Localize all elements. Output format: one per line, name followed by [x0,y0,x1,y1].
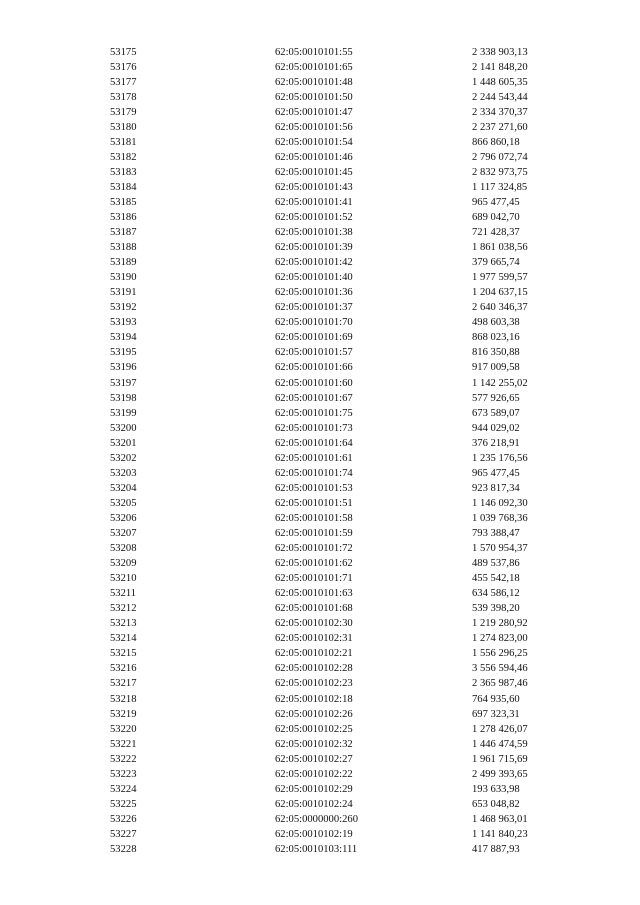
table-row [0,195,640,210]
cadastral-number: 62:05:0010101:56 [275,121,353,133]
row-number: 53191 [110,287,137,299]
cadastral-value: 1 570 954,37 [472,543,528,555]
table-row [0,812,640,827]
cadastral-number: 62:05:0010101:39 [275,242,353,254]
table-row [0,120,640,135]
row-number: 53223 [110,768,137,780]
table-row [0,315,640,330]
row-number: 53227 [110,828,137,840]
table-row [0,556,640,571]
table-row [0,661,640,676]
cadastral-value: 1 117 324,85 [472,181,528,193]
row-number: 53181 [110,136,137,148]
table-row [0,767,640,782]
cadastral-number: 62:05:0010102:31 [275,633,353,645]
cadastral-value: 1 274 823,00 [472,633,528,645]
table-row [0,496,640,511]
cadastral-value: 417 887,93 [472,843,520,855]
cadastral-number: 62:05:0010101:55 [275,46,353,58]
cadastral-value: 489 537,86 [472,558,520,570]
table-row [0,451,640,466]
table-row [0,827,640,842]
row-number: 53186 [110,212,137,224]
cadastral-number: 62:05:0010101:66 [275,362,353,374]
row-number: 53211 [110,588,137,600]
cadastral-number: 62:05:0010101:63 [275,588,353,600]
row-number: 53203 [110,467,137,479]
row-number: 53209 [110,558,137,570]
cadastral-number: 62:05:0010101:61 [275,452,353,464]
cadastral-number: 62:05:0010101:42 [275,257,353,269]
row-number: 53175 [110,46,137,58]
cadastral-number: 62:05:0010101:53 [275,482,353,494]
cadastral-value: 577 926,65 [472,392,520,404]
cadastral-value: 193 633,98 [472,783,520,795]
table-row [0,676,640,691]
row-number: 53188 [110,242,137,254]
cadastral-value: 944 029,02 [472,422,520,434]
cadastral-number: 62:05:0010101:73 [275,422,353,434]
cadastral-value: 2 499 393,65 [472,768,528,780]
row-number: 53198 [110,392,137,404]
row-number: 53199 [110,407,137,419]
cadastral-value: 673 589,07 [472,407,520,419]
cadastral-number: 62:05:0010102:30 [275,618,353,630]
table-row [0,842,640,857]
table-row [0,300,640,315]
row-number: 53176 [110,61,137,73]
row-number: 53216 [110,663,137,675]
table-row [0,45,640,60]
cadastral-number: 62:05:0010101:75 [275,407,353,419]
row-number: 53178 [110,91,137,103]
table-row [0,421,640,436]
row-number: 53225 [110,798,137,810]
cadastral-number: 62:05:0010101:51 [275,497,353,509]
table-row [0,631,640,646]
cadastral-value: 868 023,16 [472,332,520,344]
table-row [0,541,640,556]
row-number: 53183 [110,166,137,178]
cadastral-number: 62:05:0010101:50 [275,91,353,103]
cadastral-value: 3 556 594,46 [472,663,528,675]
row-number: 53179 [110,106,137,118]
cadastral-value: 653 048,82 [472,798,520,810]
cadastral-value: 1 039 768,36 [472,512,528,524]
cadastral-value: 2 334 370,37 [472,106,528,118]
cadastral-number: 62:05:0010101:37 [275,302,353,314]
cadastral-value: 923 817,34 [472,482,520,494]
cadastral-number: 62:05:0010101:46 [275,151,353,163]
cadastral-number: 62:05:0010101:70 [275,317,353,329]
cadastral-number: 62:05:0010101:47 [275,106,353,118]
cadastral-value: 2 141 848,20 [472,61,528,73]
table-row [0,616,640,631]
table-row [0,391,640,406]
row-number: 53215 [110,648,137,660]
cadastral-value: 455 542,18 [472,573,520,585]
table-row [0,210,640,225]
cadastral-value: 764 935,60 [472,693,520,705]
table-row [0,466,640,481]
table-row [0,737,640,752]
cadastral-value: 2 237 271,60 [472,121,528,133]
cadastral-value: 1 204 637,15 [472,287,528,299]
table-row [0,330,640,345]
cadastral-number: 62:05:0010102:24 [275,798,353,810]
row-number: 53185 [110,196,137,208]
table-row [0,150,640,165]
cadastral-number: 62:05:0010101:64 [275,437,353,449]
cadastral-value: 1 142 255,02 [472,377,528,389]
row-number: 53204 [110,482,137,494]
cadastral-number: 62:05:0010102:26 [275,708,353,720]
cadastral-value-table [0,45,640,858]
table-row [0,135,640,150]
cadastral-value: 1 961 715,69 [472,753,528,765]
table-row [0,586,640,601]
cadastral-value: 1 146 092,30 [472,497,528,509]
cadastral-number: 62:05:0010102:22 [275,768,353,780]
table-row [0,707,640,722]
table-row [0,722,640,737]
cadastral-value: 721 428,37 [472,227,520,239]
row-number: 53222 [110,753,137,765]
cadastral-value: 1 448 605,35 [472,76,528,88]
cadastral-value: 2 244 543,44 [472,91,528,103]
table-row [0,60,640,75]
cadastral-number: 62:05:0010101:41 [275,196,353,208]
cadastral-value: 1 219 280,92 [472,618,528,630]
cadastral-value: 697 323,31 [472,708,520,720]
cadastral-value: 539 398,20 [472,603,520,615]
cadastral-number: 62:05:0010101:52 [275,212,353,224]
row-number: 53212 [110,603,137,615]
cadastral-number: 62:05:0010102:29 [275,783,353,795]
row-number: 53220 [110,723,137,735]
row-number: 53187 [110,227,137,239]
cadastral-number: 62:05:0010101:57 [275,347,353,359]
table-row [0,90,640,105]
cadastral-number: 62:05:0010102:23 [275,678,353,690]
row-number: 53218 [110,693,137,705]
row-number: 53206 [110,512,137,524]
row-number: 53207 [110,528,137,539]
row-number: 53189 [110,257,137,269]
table-row [0,511,640,526]
cadastral-number: 62:05:0010101:45 [275,166,353,178]
row-number: 53184 [110,181,137,193]
cadastral-number: 62:05:0010101:67 [275,392,353,404]
table-row [0,601,640,616]
row-number: 53210 [110,573,137,585]
row-number: 53224 [110,783,137,795]
table-row [0,571,640,586]
cadastral-number: 62:05:0010102:28 [275,663,353,675]
row-number: 53221 [110,738,137,750]
table-row [0,255,640,270]
cadastral-number: 62:05:0010101:65 [275,61,353,73]
cadastral-value: 1 977 599,57 [472,272,528,284]
table-row [0,180,640,195]
table-row [0,105,640,120]
row-number: 53182 [110,151,137,163]
row-number: 53194 [110,332,137,344]
cadastral-value: 866 860,18 [472,136,520,148]
cadastral-value: 2 365 987,46 [472,678,528,690]
row-number: 53214 [110,633,137,645]
table-row [0,225,640,240]
row-number: 53213 [110,618,137,630]
cadastral-number: 62:05:0010101:58 [275,512,353,524]
row-number: 53197 [110,377,137,389]
cadastral-number: 62:05:0010101:72 [275,543,353,555]
cadastral-number: 62:05:0010101:74 [275,467,353,479]
table-row [0,240,640,255]
cadastral-number: 62:05:0010102:27 [275,753,353,765]
table-row [0,481,640,496]
table-row [0,436,640,451]
cadastral-value: 1 141 840,23 [472,828,528,840]
cadastral-value: 917 009,58 [472,362,520,374]
cadastral-value: 1 468 963,01 [472,813,528,825]
table-row [0,797,640,812]
cadastral-value: 965 477,45 [472,196,520,208]
cadastral-number: 62:05:0010101:69 [275,332,353,344]
cadastral-value: 379 665,74 [472,257,520,269]
cadastral-value: 498 603,38 [472,317,520,329]
cadastral-value: 376 218,91 [472,437,520,449]
row-number: 53201 [110,437,137,449]
cadastral-value: 816 350,88 [472,347,520,359]
row-number: 53190 [110,272,137,284]
cadastral-number: 62:05:0010101:62 [275,558,353,570]
cadastral-number: 62:05:0010103:111 [275,843,358,855]
cadastral-value: 2 832 973,75 [472,166,528,178]
cadastral-value: 1 556 296,25 [472,648,528,660]
table-row [0,376,640,391]
cadastral-number: 62:05:0010101:36 [275,287,353,299]
cadastral-value: 634 586,12 [472,588,520,600]
table-row [0,526,640,541]
row-number: 53219 [110,708,137,720]
cadastral-number: 62:05:0010102:25 [275,723,353,735]
table-row [0,782,640,797]
row-number: 53196 [110,362,137,374]
row-number: 53195 [110,347,137,359]
cadastral-number: 62:05:0010102:21 [275,648,353,660]
table-row [0,692,640,707]
cadastral-value: 1 446 474,59 [472,738,528,750]
cadastral-number: 62:05:0010102:18 [275,693,353,705]
cadastral-number: 62:05:0010101:59 [275,528,353,539]
cadastral-number: 62:05:0010102:32 [275,738,353,750]
table-row [0,406,640,421]
cadastral-number: 62:05:0010101:54 [275,136,353,148]
row-number: 53205 [110,497,137,509]
cadastral-value: 793 388,47 [472,528,520,539]
row-number: 53180 [110,121,137,133]
row-number: 53208 [110,543,137,555]
table-row [0,165,640,180]
cadastral-value: 965 477,45 [472,467,520,479]
row-number: 53228 [110,843,137,855]
cadastral-value: 2 796 072,74 [472,151,528,163]
row-number: 53200 [110,422,137,434]
row-number: 53217 [110,678,137,690]
table-row [0,646,640,661]
cadastral-number: 62:05:0010101:60 [275,377,353,389]
cadastral-value: 1 861 038,56 [472,242,528,254]
table-row [0,752,640,767]
cadastral-value: 1 235 176,56 [472,452,528,464]
row-number: 53202 [110,452,137,464]
table-row [0,75,640,90]
row-number: 53177 [110,76,137,88]
cadastral-value: 2 338 903,13 [472,46,528,58]
cadastral-number: 62:05:0010101:38 [275,227,353,239]
table-row [0,360,640,375]
cadastral-number: 62:05:0000000:260 [275,813,358,825]
cadastral-number: 62:05:0010102:19 [275,828,353,840]
cadastral-number: 62:05:0010101:68 [275,603,353,615]
cadastral-number: 62:05:0010101:48 [275,76,353,88]
cadastral-value: 2 640 346,37 [472,302,528,314]
table-row [0,285,640,300]
cadastral-value: 1 278 426,07 [472,723,528,735]
row-number: 53226 [110,813,137,825]
table-row [0,345,640,360]
cadastral-number: 62:05:0010101:43 [275,181,353,193]
cadastral-number: 62:05:0010101:71 [275,573,353,585]
row-number: 53192 [110,302,137,314]
cadastral-value: 689 042,70 [472,212,520,224]
cadastral-number: 62:05:0010101:40 [275,272,353,284]
table-row [0,270,640,285]
row-number: 53193 [110,317,137,329]
